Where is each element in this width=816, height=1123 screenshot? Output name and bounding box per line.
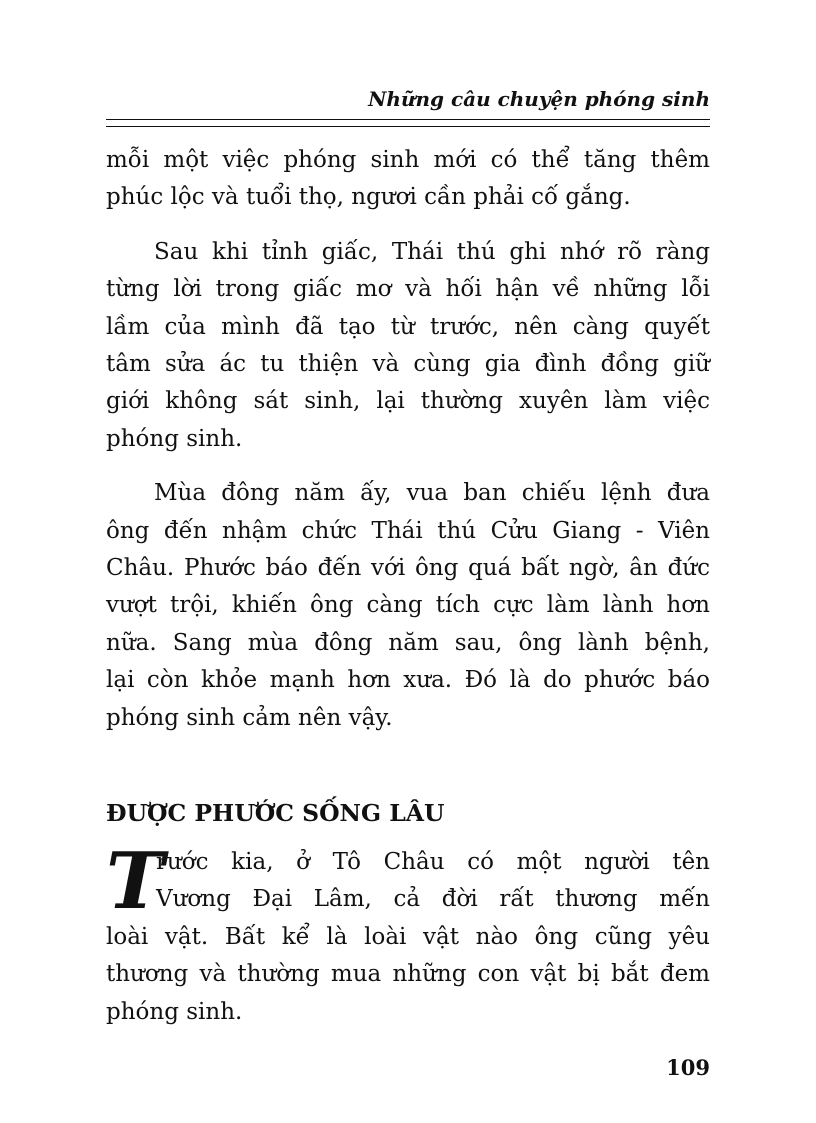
text-line: Vương Đại Lâm, cả đời rất thương mến — [156, 886, 710, 913]
text-line: Sau khi tỉnh giấc, Thái thú ghi nhớ rõ ràng — [154, 238, 710, 265]
text-line: nữa. Sang mùa đông năm sau, ông lành bệnh, — [106, 629, 710, 656]
body-text — [106, 142, 710, 737]
header-double-rule — [106, 119, 710, 127]
text-line: Châu. Phước báo đến với ông quá bất ngờ, ân đức — [106, 555, 710, 582]
section-title: ĐƯỢC PHƯỚC SỐNG LÂU — [106, 799, 445, 827]
text-line: từng lời trong giấc mơ và hối hận về những lỗi — [106, 276, 710, 303]
text-line: lại còn khỏe mạnh hơn xưa. Đó là do phước báo — [106, 667, 710, 694]
text-line: lầm của mình đã tạo từ trước, nên càng quyết — [106, 313, 710, 340]
text-line: ông đến nhậm chức Thái thú Cửu Giang - Viên — [106, 517, 710, 544]
text-line: phóng sinh cảm nên vậy. — [106, 704, 393, 731]
section-body — [106, 836, 710, 1031]
text-line: mỗi một việc phóng sinh mới có thể tăng thêm — [106, 147, 710, 173]
text-line: giới không sát sinh, lại thường xuyên làm việc — [106, 388, 710, 415]
text-line: Mùa đông năm ấy, vua ban chiếu lệnh đưa — [154, 480, 710, 507]
paragraph-3 — [106, 475, 710, 737]
paragraph-1 — [106, 142, 710, 217]
running-header: Những câu chuyện phóng sinh — [368, 87, 710, 111]
drop-cap: T — [106, 836, 165, 927]
page-number: 109 — [666, 1055, 710, 1080]
paragraph-2 — [106, 234, 710, 458]
text-line: phóng sinh. — [106, 998, 243, 1025]
text-line: rước kia, ở Tô Châu có một người tên — [156, 849, 710, 875]
text-line: phúc lộc và tuổi thọ, ngươi cần phải cố gắng. — [106, 184, 631, 211]
text-line: vượt trội, khiến ông càng tích cực làm lành hơn — [106, 592, 710, 619]
text-line: tâm sửa ác tu thiện và cùng gia đình đồng giữ — [106, 351, 710, 378]
text-line: thương và thường mua những con vật bị bắt đem — [106, 961, 710, 988]
text-line: phóng sinh. — [106, 425, 243, 452]
text-line: loài vật. Bất kể là loài vật nào ông cũng yêu — [106, 923, 710, 950]
